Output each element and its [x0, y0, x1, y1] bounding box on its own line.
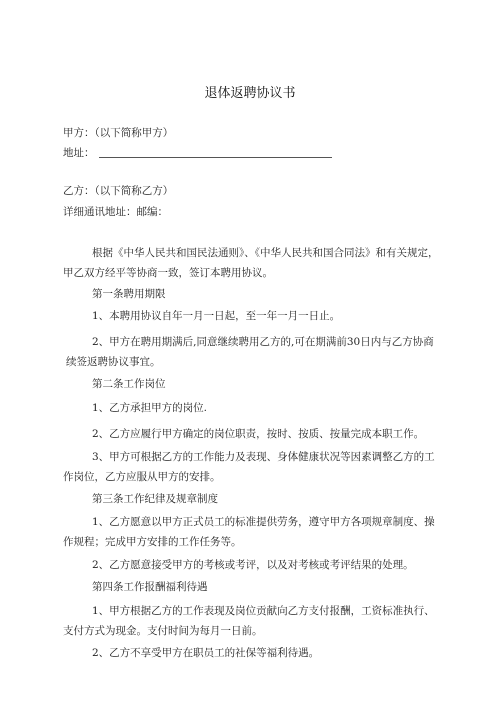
article1-item1: 1、本聘用协议自年一月一日起，至一年一月一日止。: [92, 310, 341, 322]
article2-item3-line2: 作岗位，乙方应服从甲方的安排。: [63, 471, 221, 483]
article2-item1: 1、乙方承担甲方的岗位.: [92, 402, 208, 414]
article4-heading: 第四条工作报酬福利待遇: [92, 581, 208, 593]
article3-item1-line1: 1、乙方愿意以甲方正式员工的标准提供劳务，遵守甲方各项规章制度、操: [92, 516, 435, 528]
article4-item1-line2: 支付方式为现金。支付时间为每月一日前。: [63, 625, 263, 637]
article4-item2: 2、乙方不享受甲方在职员工的社保等福利待遇。: [92, 647, 320, 659]
article2-item2: 2、乙方应履行甲方确定的岗位职责，按时、按质、按量完成本职工作。: [92, 428, 425, 440]
party-b-contact-label: 详细通讯地址：邮编：: [63, 206, 168, 218]
article2-heading: 第二条工作岗位: [92, 378, 166, 390]
article3-item2: 2、乙方愿意接受甲方的考核或考评，以及对考核或考评结果的处理。: [92, 559, 414, 571]
article3-heading: 第三条工作纪律及规章制度: [92, 493, 218, 505]
intro-line-1: 根据《中华人民共和国民法通则》、《中华人民共和国合同法》和有关规定，: [92, 247, 439, 259]
address-blank-line: [99, 146, 332, 158]
article1-item2-line1: 2、甲方在聘用期满后,同意继续聘用乙方的,可在期满前30日内与乙方协商: [92, 336, 434, 348]
intro-line-2: 甲乙双方经平等协商一致，签订本聘用协议。: [63, 267, 273, 279]
article1-item2-line2: 续签返聘协议事宜。: [66, 356, 161, 368]
party-a-address-label: 地址：: [63, 147, 95, 159]
party-a-label: 甲方：（以下简称甲方）: [63, 127, 174, 139]
article1-heading: 第一条聘用期限: [92, 288, 166, 300]
article4-item1-line1: 1、甲方根据乙方的工作表现及岗位贡献向乙方支付报酬，工资标准执行、: [92, 605, 435, 617]
party-a-address-row: [63, 146, 332, 160]
document-title: 退体返聘协议书: [204, 86, 296, 101]
article2-item3-line1: 3、甲方可根据乙方的工作能力及表现、身体健康状况等因素调整乙方的工: [92, 451, 435, 463]
party-b-label: 乙方：（以下简称乙方）: [63, 185, 174, 197]
article3-item1-line2: 作规程；完成甲方安排的工作任务等。: [63, 536, 242, 548]
